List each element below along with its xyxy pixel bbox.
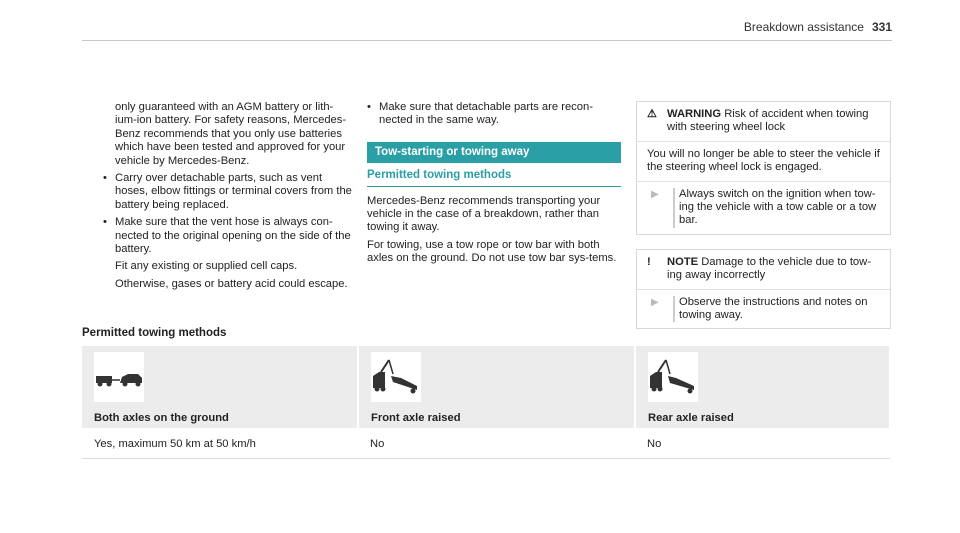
gases-note: Otherwise, gases or battery acid could escape. — [115, 277, 348, 290]
car-tow-rope-icon — [94, 352, 144, 402]
warning-body: You will no longer be able to steer the vehicle if the steering wheel lock is engaged. — [637, 142, 890, 182]
transport-paragraph: Mercedes-Benz recommends transporting your vehicle in the case of a breakdown, rather than towing it away. — [367, 194, 601, 234]
header-label: Both axles on the ground — [94, 412, 229, 424]
note-header — [637, 250, 890, 290]
header-divider — [82, 40, 892, 41]
subsection-title-methods: Permitted towing methods — [367, 169, 621, 186]
towing-methods-table — [82, 346, 891, 459]
warning-action: Always switch on the ignition when tow-ing the vehicle with a tow cable or a tow bar. — [673, 188, 880, 228]
warning-header — [637, 102, 890, 142]
note-title: Damage to the vehicle due to tow-ing away incorrectly — [667, 255, 871, 282]
warning-label: WARNING — [667, 108, 722, 120]
play-arrow-icon: ▶ — [651, 296, 659, 308]
table-row — [82, 429, 890, 459]
header-front-raised — [358, 346, 635, 429]
header-label: Rear axle raised — [648, 412, 734, 424]
tow-rope-paragraph: For towing, use a tow rope or tow bar with both axles on the ground. Do not use tow bar sys-tems. — [367, 238, 617, 265]
cell-both-axles: Yes, maximum 50 km at 50 km/h — [82, 429, 358, 459]
header-both-axles — [82, 346, 358, 429]
note-box — [636, 249, 891, 330]
battery-paragraph: only guaranteed with an AGM battery or lith-ium-ion battery. For safety reasons, Mercedes-Benz recommends that you only use batteries which have been tested and approved for your vehicle by Mercedes-Benz. — [115, 101, 347, 167]
note-action: Observe the instructions and notes on towing away. — [673, 296, 880, 323]
cell-rear-raised: No — [635, 429, 890, 459]
page-number: 331 — [871, 20, 892, 34]
table-header-row — [82, 346, 890, 429]
left-column — [103, 101, 353, 295]
note-label: NOTE — [667, 255, 699, 268]
warning-box — [636, 101, 891, 235]
warning-title: Risk of accident when towing with steering wheel lock — [667, 108, 869, 134]
bullet-reconnect: • Make sure that detachable parts are recon-nected in the same way. — [367, 101, 621, 128]
cell-front-raised: No — [358, 429, 635, 459]
bullet-vent-hose: • Make sure that the vent hose is always con-nected to the original opening on the side of the battery. — [103, 216, 353, 256]
section-name: Breakdown assistance — [743, 20, 864, 34]
bullet-carry-over: • Carry over detachable parts, such as vent hoses, elbow fittings or terminal covers from the battery being replaced. — [103, 172, 353, 212]
page-header — [744, 20, 892, 34]
tow-truck-front-raised-icon — [371, 352, 421, 402]
warning-action-row — [637, 182, 890, 234]
note-action-row — [637, 290, 890, 329]
table-title: Permitted towing methods — [82, 327, 227, 339]
section-title-towing: Tow-starting or towing away — [367, 142, 621, 163]
middle-column — [367, 101, 621, 270]
exclamation-icon: ! — [647, 255, 651, 268]
header-rear-raised — [635, 346, 890, 429]
tow-truck-rear-raised-icon — [648, 352, 698, 402]
warning-triangle-icon: ⚠ — [647, 108, 658, 120]
right-column — [636, 101, 891, 343]
header-label: Front axle raised — [371, 412, 461, 424]
cell-caps-note: Fit any existing or supplied cell caps. — [115, 260, 298, 273]
play-arrow-icon: ▶ — [651, 188, 659, 200]
